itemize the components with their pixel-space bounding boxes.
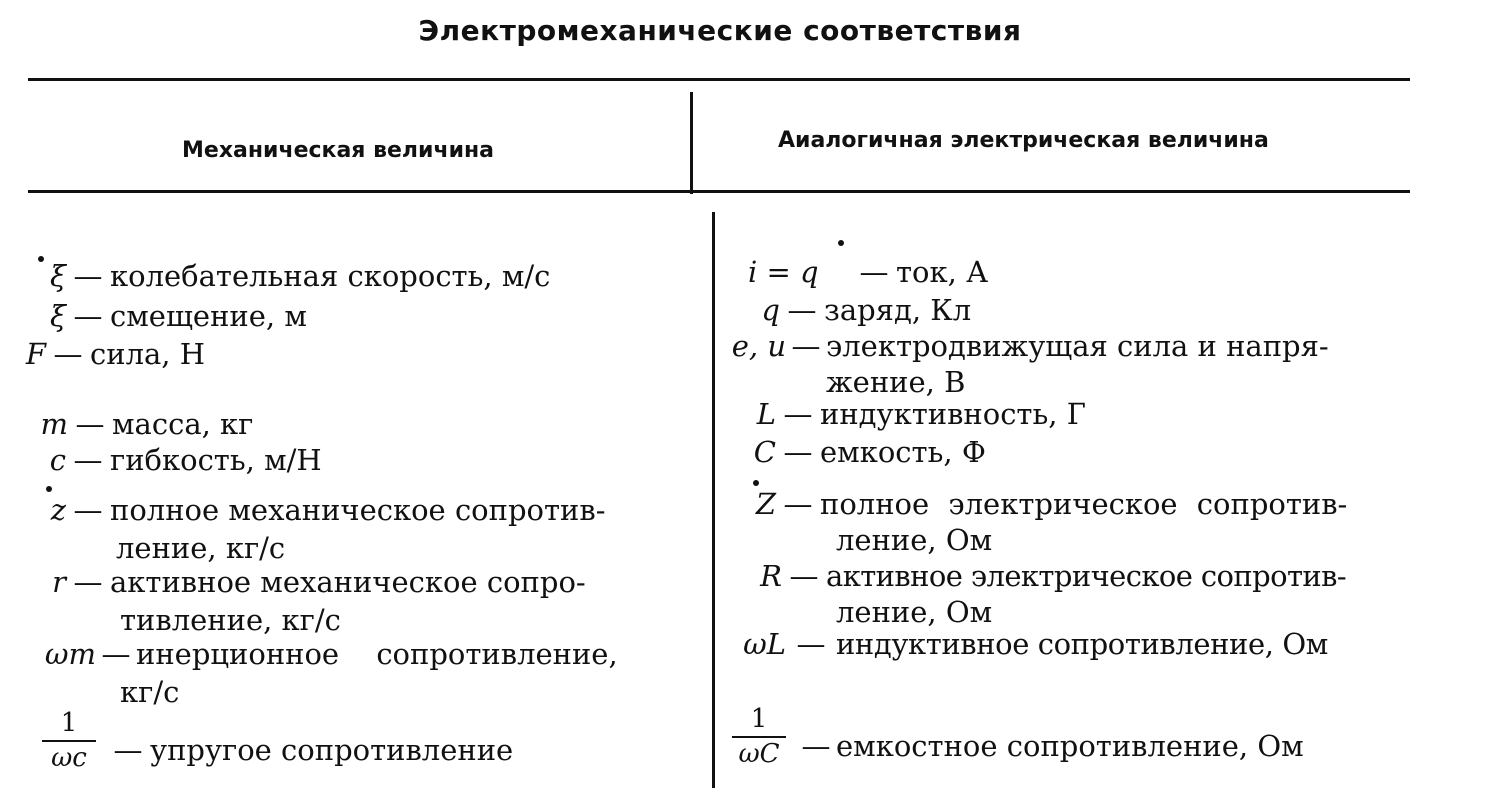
- right-symbol: i = q: [748, 255, 819, 289]
- left-row-displacement: ξ — смещение, м: [30, 302, 307, 331]
- left-continuation: кг/с: [120, 675, 180, 709]
- left-text: колебательная скорость, м/с: [110, 259, 551, 293]
- left-row-compliance: c — гибкость, м/Н: [42, 446, 322, 475]
- right-row-emf: e, u — электродвижущая сила и напря-: [722, 332, 1329, 361]
- right-row-resistance: R — активное электрическое сопротив-: [748, 562, 1346, 591]
- left-text: масса, кг: [112, 407, 254, 441]
- right-text: емкостное сопротивление, Ом: [836, 729, 1304, 763]
- left-continuation: тивление, кг/с: [120, 603, 341, 637]
- right-text: индуктивность, Г: [820, 397, 1086, 431]
- left-symbol: m: [40, 407, 68, 441]
- right-row-inductance: L — индуктивность, Г: [742, 400, 1086, 429]
- right-row-current: i = q — ток, А: [748, 255, 989, 289]
- left-row-elastic: — упругое сопротивление: [113, 733, 514, 767]
- left-text: полное механическое сопротив-: [110, 493, 606, 527]
- right-row-charge: q — заряд, Кл: [746, 296, 971, 325]
- dot-accent: [46, 486, 52, 492]
- left-row-inertia: ωm — инерционное сопротивление,: [32, 640, 618, 669]
- right-continuation: ление, Ом: [836, 523, 993, 557]
- left-symbol: c: [49, 443, 66, 477]
- left-symbol: z: [50, 493, 66, 527]
- column-divider-header: [690, 92, 693, 194]
- top-rule: [28, 78, 1410, 81]
- right-row-capacitance: C — емкость, Ф: [742, 438, 986, 467]
- right-symbol: Z: [755, 487, 776, 521]
- right-fraction: 1 ωC: [732, 706, 786, 767]
- right-text: емкость, Ф: [820, 435, 986, 469]
- dot-accent: [753, 480, 759, 486]
- right-text: электродвижущая сила и напря-: [826, 329, 1329, 363]
- right-continuation: ление, Ом: [836, 595, 993, 629]
- right-symbol: L: [756, 397, 776, 431]
- left-symbol: r: [52, 565, 66, 599]
- right-symbol: q: [761, 293, 780, 327]
- left-row-impedance: z — полное механическое сопротив-: [42, 496, 606, 525]
- left-symbol: ξ: [50, 299, 66, 333]
- right-symbol: R: [760, 559, 782, 593]
- left-row-velocity: ξ — колебательная скорость, м/с: [30, 262, 550, 291]
- left-row-force: F — сила, Н: [22, 340, 205, 369]
- left-text: активное механическое сопро-: [110, 565, 586, 599]
- right-text: активное электрическое сопротив-: [826, 559, 1347, 593]
- left-row-resistance: r — активное механическое сопро-: [42, 568, 586, 597]
- left-symbol: F: [25, 337, 46, 371]
- left-symbol: ξ: [50, 259, 66, 293]
- left-continuation: ление, кг/с: [116, 531, 286, 565]
- right-text: полное электрическое сопротив-: [820, 487, 1348, 521]
- left-text: инерционное сопротивление,: [136, 637, 618, 671]
- left-text: смещение, м: [110, 299, 307, 333]
- right-symbol: C: [753, 435, 776, 469]
- right-continuation: жение, В: [826, 365, 966, 399]
- left-row-mass: m — масса, кг: [28, 410, 253, 439]
- column-divider-body: [712, 212, 715, 788]
- left-text: упругое сопротивление: [150, 733, 514, 767]
- dot-accent: [38, 256, 44, 262]
- right-symbol: ωL: [743, 627, 786, 661]
- right-row-inductive-reactance: ωL — индуктивное сопротивление, Ом: [732, 630, 1328, 659]
- right-text: ток, А: [896, 255, 989, 289]
- dot-accent: [838, 240, 844, 246]
- left-fraction: 1 ωc: [42, 710, 96, 771]
- header-bottom-rule: [28, 190, 1410, 193]
- header-mechanical: Механическая величина: [182, 138, 495, 163]
- right-row-impedance: Z — полное электрическое сопротив-: [742, 490, 1347, 519]
- left-symbol: ωm: [44, 637, 96, 671]
- header-electrical: Аиалогичная электрическая величина: [778, 128, 1269, 153]
- left-text: гибкость, м/Н: [110, 443, 322, 477]
- right-row-capacitive-reactance: — емкостное сопротивление, Ом: [801, 729, 1304, 763]
- right-text: индуктивное сопротивление, Ом: [836, 627, 1328, 661]
- right-text: заряд, Кл: [824, 293, 972, 327]
- table-title: Электромеханические соответствия: [418, 14, 1022, 47]
- left-text: сила, Н: [90, 337, 206, 371]
- right-symbol: e, u: [731, 329, 786, 363]
